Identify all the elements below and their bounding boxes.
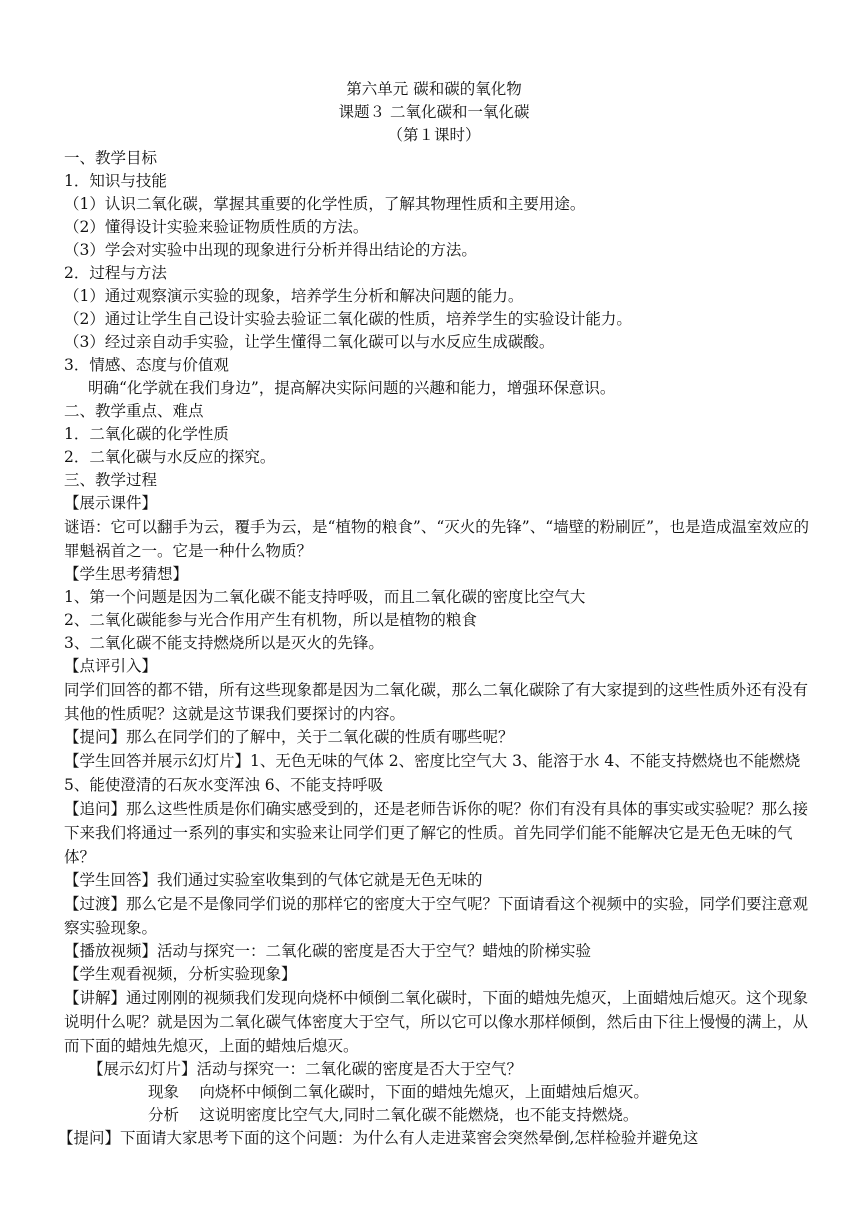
list-item: 1、第一个问题是因为二氧化碳不能支持呼吸，而且二氧化碳的密度比空气大 bbox=[64, 588, 586, 606]
paragraph: 【提问】那么在同学们的了解中，关于二氧化碳的性质有哪些呢？ bbox=[64, 728, 514, 746]
unit-title: 第六单元 碳和碳的氧化物 bbox=[346, 80, 522, 98]
subsection-heading: 3．情感、态度与价值观 bbox=[64, 356, 229, 374]
objective-item: （1）认识二氧化碳，掌握其重要的化学性质，了解其物理性质和主要用途。 bbox=[64, 195, 586, 213]
objective-item: （3）经过亲自动手实验，让学生懂得二氧化碳可以与水反应生成碳酸。 bbox=[64, 333, 555, 351]
document-page bbox=[58, 78, 810, 1150]
paragraph: 【提问】下面请大家思考下面的这个问题：为什么有人走进菜窖会突然晕倒,怎样检验并避免这 bbox=[58, 1129, 699, 1147]
section-heading: 一、教学目标 bbox=[64, 149, 158, 167]
lesson-title: 课题３ 二氧化碳和一氧化碳 bbox=[338, 103, 530, 121]
paragraph: 【追问】那么这些性质是你们确实感受到的，还是老师告诉你的呢？你们有没有具体的事实或实验呢？那么接下来我们将通过一系列的事实和实验来让同学们更了解它的性质。首先同学们能不能解决它是无色无味的气体？ bbox=[64, 800, 809, 866]
period-subtitle: （第１课时） bbox=[387, 126, 481, 144]
key-point-item: 1．二氧化碳的化学性质 bbox=[64, 425, 229, 443]
objective-item: （2）懂得设计实验来验证物质性质的方法。 bbox=[64, 218, 369, 236]
paragraph: 【学生回答并展示幻灯片】1、无色无味的气体 2、密度比空气大 3、能溶于水 4、不能支持燃烧也不能燃烧 5、能使澄清的石灰水变浑浊 6、不能支持呼吸 bbox=[64, 752, 801, 794]
paragraph: 【播放视频】活动与探究一：二氧化碳的密度是否大于空气？蜡烛的阶梯实验 bbox=[64, 942, 592, 960]
subsection-heading: 1．知识与技能 bbox=[64, 172, 167, 190]
subsection-heading: 2．过程与方法 bbox=[64, 264, 167, 282]
analysis-line: 分析 这说明密度比空气大,同时二氧化碳不能燃烧，也不能支持燃烧。 bbox=[148, 1106, 639, 1124]
section-heading: 三、教学过程 bbox=[64, 471, 158, 489]
step-heading: 【学生思考猜想】 bbox=[64, 565, 189, 583]
observation-line: 现象 向烧杯中倾倒二氧化碳时，下面的蜡烛先熄灭，上面蜡烛后熄灭。 bbox=[148, 1083, 649, 1101]
objective-item: 明确“化学就在我们身边”，提高解决实际问题的兴趣和能力，增强环保意识。 bbox=[88, 379, 616, 397]
list-item: 3、二氧化碳不能支持燃烧所以是灭火的先锋。 bbox=[64, 634, 384, 652]
paragraph: 【学生回答】我们通过实验室收集到的气体它就是无色无味的 bbox=[64, 871, 483, 889]
step-heading: 【学生观看视频，分析实验现象】 bbox=[64, 965, 297, 983]
step-heading: 【展示课件】 bbox=[64, 494, 158, 512]
section-heading: 二、教学重点、难点 bbox=[64, 402, 204, 420]
paragraph: 【展示幻灯片】活动与探究一：二氧化碳的密度是否大于空气？ bbox=[88, 1060, 523, 1078]
paragraph: 同学们回答的都不错，所有这些现象都是因为二氧化碳，那么二氧化碳除了有大家提到的这些性质外还有没有其他的性质呢？这就是这节课我们要探讨的内容。 bbox=[64, 681, 809, 723]
paragraph: 【过渡】那么它是不是像同学们说的那样它的密度大于空气呢？下面请看这个视频中的实验，同学们要注意观察实验现象。 bbox=[64, 895, 809, 937]
paragraph: 谜语：它可以翻手为云，覆手为云，是“植物的粮食”、“灭火的先锋”、“墙壁的粉刷匠”，也是造成温室效应的罪魁祸首之一。它是一种什么物质？ bbox=[64, 518, 810, 560]
objective-item: （1）通过观察演示实验的现象，培养学生分析和解决问题的能力。 bbox=[64, 287, 524, 305]
objective-item: （2）通过让学生自己设计实验去验证二氧化碳的性质，培养学生的实验设计能力。 bbox=[64, 310, 632, 328]
paragraph: 【讲解】通过刚刚的视频我们发现向烧杯中倾倒二氧化碳时，下面的蜡烛先熄灭，上面蜡烛后熄灭。这个现象说明什么呢？就是因为二氧化碳气体密度大于空气，所以它可以像水那样倾倒，然后由下往上慢慢的满上，从而下面的蜡烛先熄灭，上面的蜡烛后熄灭。 bbox=[64, 989, 809, 1055]
key-point-item: 2．二氧化碳与水反应的探究。 bbox=[64, 448, 276, 466]
objective-item: （3）学会对实验中出现的现象进行分析并得出结论的方法。 bbox=[64, 241, 477, 259]
list-item: 2、二氧化碳能参与光合作用产生有机物，所以是植物的粮食 bbox=[64, 611, 477, 629]
step-heading: 【点评引入】 bbox=[64, 657, 158, 675]
